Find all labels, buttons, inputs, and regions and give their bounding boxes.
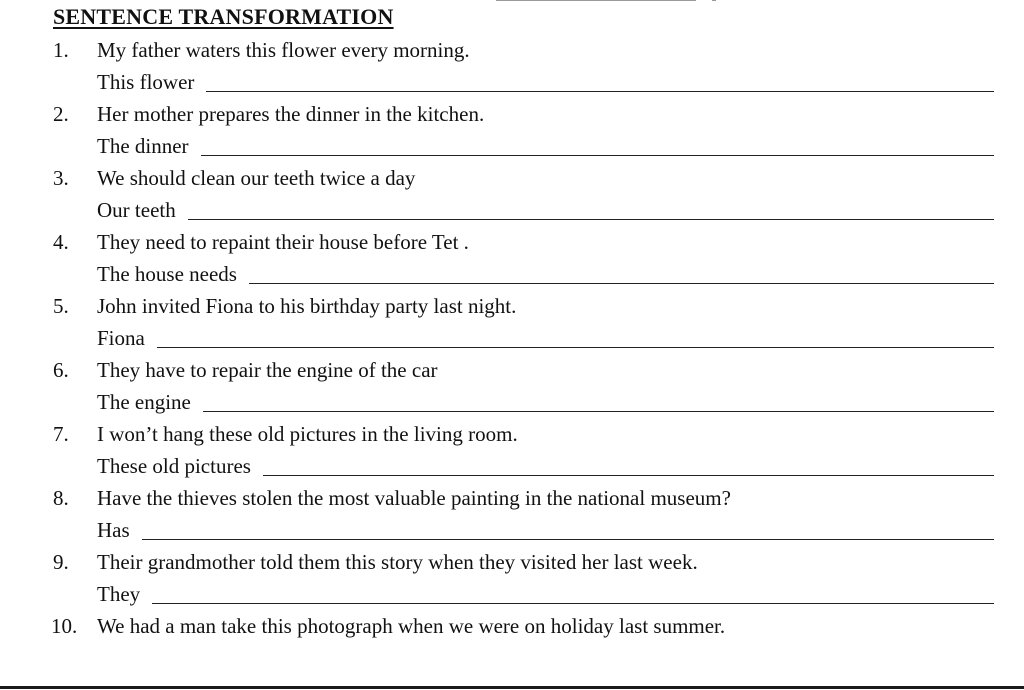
exercise-sentence: We should clean our teeth twice a day	[97, 166, 416, 190]
answer-row	[0, 322, 1024, 354]
answer-stem: The engine	[97, 390, 191, 414]
bottom-border	[0, 686, 1024, 689]
answer-stem: Our teeth	[97, 198, 176, 222]
exercise-prompt-row	[0, 162, 1024, 194]
exercise-number: 4.	[53, 230, 69, 254]
exercise-sentence: My father waters this flower every morning.	[97, 38, 470, 62]
exercise-prompt-row	[0, 418, 1024, 450]
exercise-sentence: Their grandmother told them this story when they visited her last week.	[97, 550, 698, 574]
answer-blank-line[interactable]	[203, 411, 994, 412]
answer-row	[0, 66, 1024, 98]
answer-stem: These old pictures	[97, 454, 251, 478]
exercise-item	[0, 290, 1024, 354]
answer-row	[0, 450, 1024, 482]
exercise-number: 1.	[53, 38, 69, 62]
exercise-prompt-row	[0, 482, 1024, 514]
exercise-prompt-row	[0, 546, 1024, 578]
answer-blank-line[interactable]	[263, 475, 994, 476]
answer-blank-line[interactable]	[142, 539, 994, 540]
answer-row	[0, 514, 1024, 546]
answer-row	[0, 578, 1024, 610]
exercise-number: 9.	[53, 550, 69, 574]
exercise-list	[0, 34, 1024, 642]
exercise-number: 7.	[53, 422, 69, 446]
exercise-sentence: We had a man take this photograph when we were on holiday last summer.	[97, 614, 726, 638]
answer-stem: This flower	[97, 70, 195, 94]
exercise-item	[0, 34, 1024, 98]
answer-stem: The dinner	[97, 134, 189, 158]
answer-blank-line[interactable]	[152, 603, 994, 604]
answer-row	[0, 258, 1024, 290]
exercise-item	[0, 482, 1024, 546]
exercise-item	[0, 162, 1024, 226]
answer-row	[0, 194, 1024, 226]
exercise-item	[0, 226, 1024, 290]
exercise-prompt-row	[0, 354, 1024, 386]
exercise-sentence: Her mother prepares the dinner in the kitchen.	[97, 102, 485, 126]
worksheet-title: SENTENCE TRANSFORMATION	[53, 4, 394, 29]
answer-stem: They	[97, 582, 141, 606]
exercise-sentence: John invited Fiona to his birthday party last night.	[97, 294, 517, 318]
exercise-number: 3.	[53, 166, 69, 190]
answer-blank-line[interactable]	[188, 219, 994, 220]
exercise-number: 5.	[53, 294, 69, 318]
exercise-number: 8.	[53, 486, 69, 510]
answer-row	[0, 386, 1024, 418]
exercise-prompt-row	[0, 98, 1024, 130]
exercise-item	[0, 418, 1024, 482]
top-edge-line	[496, 0, 696, 1]
exercise-item	[0, 546, 1024, 610]
exercise-number: 10.	[51, 614, 78, 638]
exercise-prompt-row	[0, 226, 1024, 258]
answer-blank-line[interactable]	[157, 347, 994, 348]
answer-blank-line[interactable]	[201, 155, 994, 156]
exercise-prompt-row	[0, 290, 1024, 322]
exercise-prompt-row	[0, 610, 1024, 642]
answer-blank-line[interactable]	[249, 283, 994, 284]
exercise-prompt-row	[0, 34, 1024, 66]
exercise-sentence: I won’t hang these old pictures in the living room.	[97, 422, 518, 446]
exercise-sentence: They need to repaint their house before Tet .	[97, 230, 469, 254]
top-edge-mark	[712, 0, 716, 1]
exercise-item	[0, 98, 1024, 162]
answer-stem: Fiona	[97, 326, 145, 350]
exercise-number: 2.	[53, 102, 69, 126]
answer-blank-line[interactable]	[206, 91, 994, 92]
exercise-sentence: They have to repair the engine of the car	[97, 358, 438, 382]
answer-row	[0, 130, 1024, 162]
answer-stem: Has	[97, 518, 130, 542]
exercise-number: 6.	[53, 358, 69, 382]
exercise-item	[0, 610, 1024, 642]
answer-stem: The house needs	[97, 262, 237, 286]
exercise-sentence: Have the thieves stolen the most valuable painting in the national museum?	[97, 486, 731, 510]
exercise-item	[0, 354, 1024, 418]
